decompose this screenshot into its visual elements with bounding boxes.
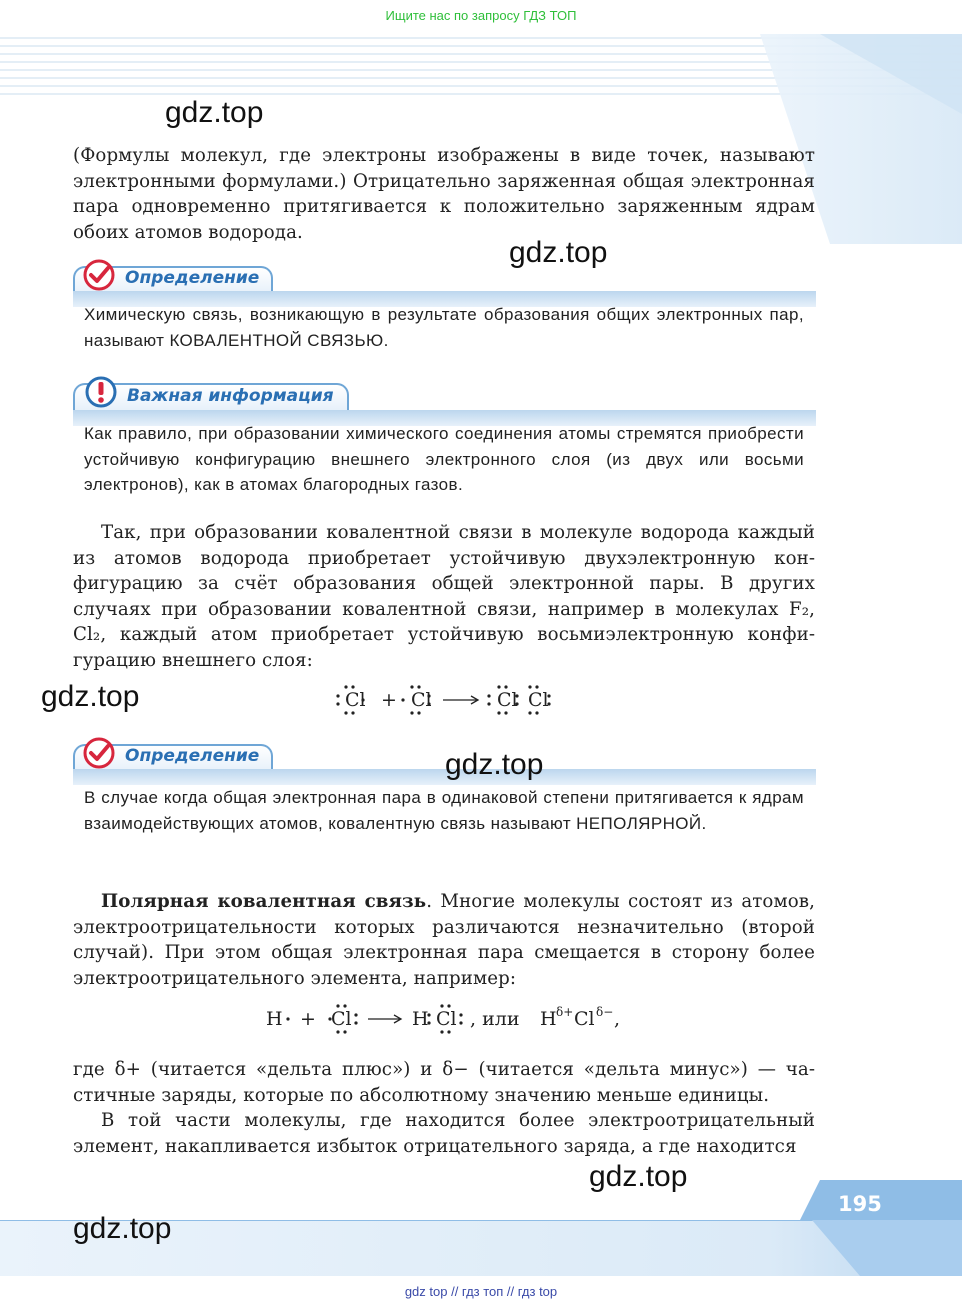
formula2-h-3: H — [540, 1008, 557, 1030]
definition-title-1: Определение — [125, 268, 260, 288]
watermark-1: gdz.top — [165, 96, 264, 129]
formula2-delta-minus: δ− — [596, 1005, 614, 1019]
formula-cl-1: Cl — [345, 689, 366, 711]
formula2-trail: , — [614, 1008, 621, 1030]
page-number: 195 — [838, 1192, 882, 1216]
formula-plus-1: + — [381, 689, 397, 711]
important-title: Важная информация — [127, 386, 334, 406]
paragraph-3 — [73, 889, 815, 991]
formula-cl-3: Cl — [497, 689, 518, 711]
paragraph-3-text: . Многие молекулы состоят из атомов, электроотрицательности которых различаются незначительно (второй случай). При этом общая электронная пара смещается в сторону более электроотрицательного элемента, например: — [73, 891, 815, 989]
checkmark-icon — [82, 258, 116, 292]
formula2-cl-2: Cl — [436, 1008, 457, 1030]
watermark-6: gdz.top — [73, 1212, 172, 1245]
watermark-5: gdz.top — [589, 1160, 688, 1193]
paragraph-1-text: (Формулы молекул, где электроны изображены в виде точек, называют электронными формулами.) Отрицательно заряженная общая электронная пара одновременно притягивается к положительно заряженным ядрам обоих атомов водорода. — [73, 145, 815, 243]
definition-title-2: Определение — [125, 746, 260, 766]
watermark-4: gdz.top — [445, 748, 544, 781]
formula2-h-1: H — [266, 1008, 283, 1030]
polar-bond-term: Полярная ковалентная связь — [101, 891, 427, 912]
formula2-cl-3: Cl — [574, 1008, 595, 1030]
formula-cl-2: Cl — [411, 689, 432, 711]
formula2-or: , или — [470, 1008, 520, 1030]
footer-links: gdz top // гдз топ // гдз top — [404, 1284, 558, 1299]
definition-text-1: Химическую связь, возникающую в результате образования общих электронных пар, называют КОВАЛЕНТНОЙ СВЯЗЬЮ. — [84, 305, 804, 350]
important-text: Как правило, при образовании химического соединения атомы стремятся приобрести устойчивую конфигурацию внешнего электронного слоя (из двух или восьми электронов), как в атомах благородных газов. — [84, 424, 804, 494]
formula2-cl-1: Cl — [331, 1008, 352, 1030]
paragraph-4: где δ+ (читается «дельта плюс») и δ− (читается «дельта минус») — частичные заряды, которые по абсолютному значению меньше единицы. — [73, 1059, 815, 1106]
checkmark-icon — [82, 736, 116, 770]
formula2-plus: + — [300, 1008, 316, 1030]
definition-text-2: В случае когда общая электронная пара в одинаковой степени притягивается к ядрам взаимодействующих атомов, ковалентную связь называют НЕПОЛЯРНОЙ. — [84, 788, 804, 833]
formula2-delta-plus: δ+ — [556, 1005, 574, 1019]
formula-cl-4: Cl — [528, 689, 549, 711]
paragraph-5: В той части молекулы, где находится более электроотрицательный элемент, накапливается избыток отрицательного заряда, а где находится — [73, 1110, 815, 1157]
watermark-2: gdz.top — [509, 236, 608, 269]
paragraph-1 — [73, 143, 815, 245]
watermark-3: gdz.top — [41, 680, 140, 713]
paragraph-2: Так, при образовании ковалентной связи в молекуле водорода каждый из атомов водорода приобретает устойчивую двухэлектронную конфигурацию за счёт образования общей электронной пары. В других случаях при образовании ковалентной связи, например в молекулах F₂, Cl₂, каждый атом приобретает устойчивую восьмиэлектронную конфигурацию внешнего слоя: — [73, 522, 815, 671]
exclamation-icon — [84, 375, 118, 409]
top-banner: Ищите нас по запросу ГДЗ ТОП — [385, 8, 577, 23]
formula2-h-2: H — [412, 1008, 429, 1030]
